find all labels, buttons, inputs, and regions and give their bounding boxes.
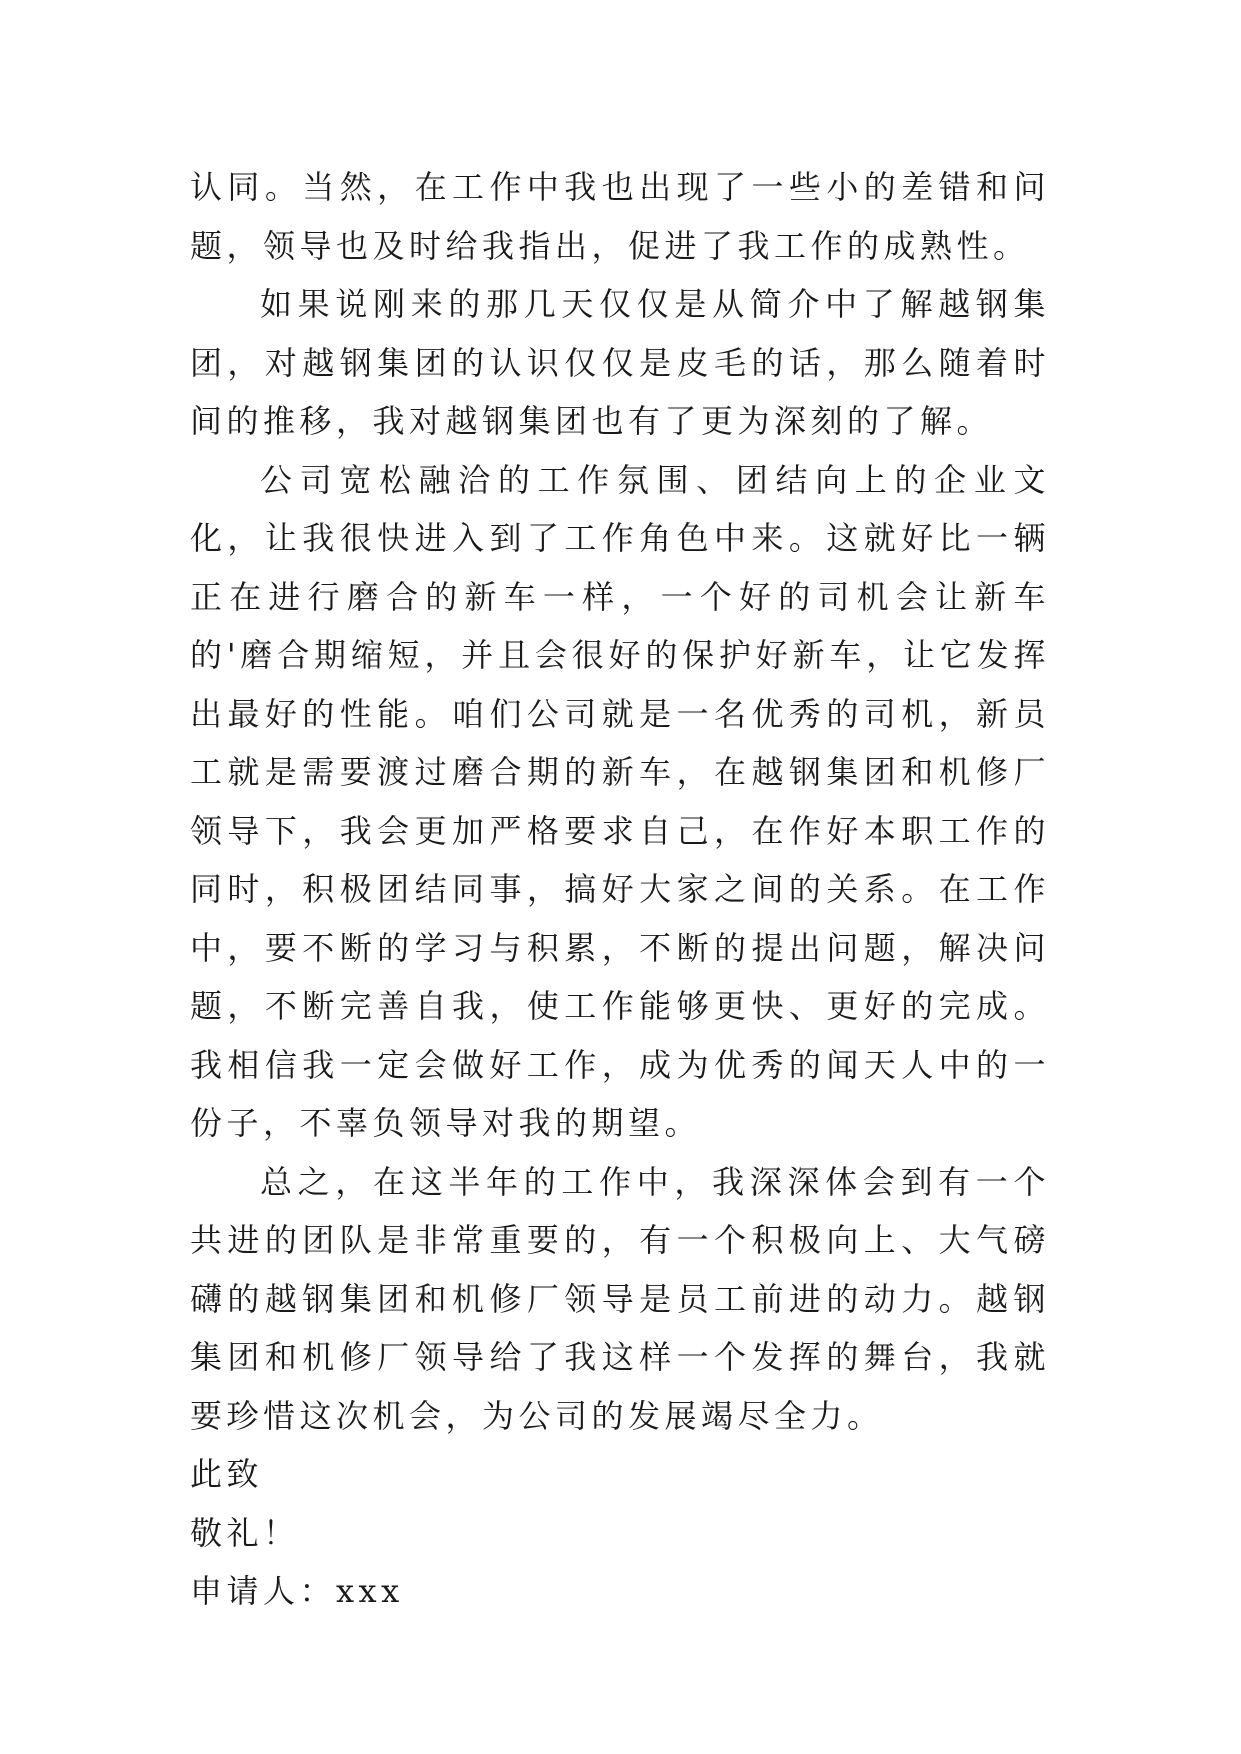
paragraph-understanding: 如果说刚来的那几天仅仅是从简介中了解越钢集团，对越钢集团的认识仅仅是皮毛的话，那么随着时间的推移，我对越钢集团也有了更为深刻的了解。 [190,285,1050,440]
signature: 申请人：xxx [190,1572,404,1610]
paragraph-company-culture: 公司宽松融洽的工作氛围、团结向上的企业文化，让我很快进入到了工作角色中来。这就好比一辆正在进行磨合的新车一样，一个好的司机会让新车的'磨合期缩短，并且会很好的保护好新车，让它发挥出最好的性能。咱们公司就是一名优秀的司机，新员工就是需要渡过磨合期的新车，在越钢集团和机修厂领导下，我会更加严格要求自己，在作好本职工作的同时，积极团结同事，搞好大家之间的关系。在工作中，要不断的学习与积累，不断的提出问题，解决问题，不断完善自我，使工作能够更快、更好的完成。我相信我一定会做好工作，成为优秀的闻天人中的一份子，不辜负领导对我的期望。 [190,460,1050,1142]
paragraph-summary: 总之，在这半年的工作中，我深深体会到有一个共进的团队是非常重要的，有一个积极向上、大气磅礴的越钢集团和机修厂领导是员工前进的动力。越钢集团和机修厂领导给了我这样一个发挥的舞台，我就要珍惜这次机会，为公司的发展竭尽全力。 [190,1162,1050,1435]
salutation: 敬礼！ [190,1513,300,1552]
paragraph-intro: 认同。当然，在工作中我也出现了一些小的差错和问题，领导也及时给我指出，促进了我工作的成熟性。 [190,168,1050,265]
closing-line: 此致 [190,1455,264,1493]
document-body [190,158,1050,1621]
